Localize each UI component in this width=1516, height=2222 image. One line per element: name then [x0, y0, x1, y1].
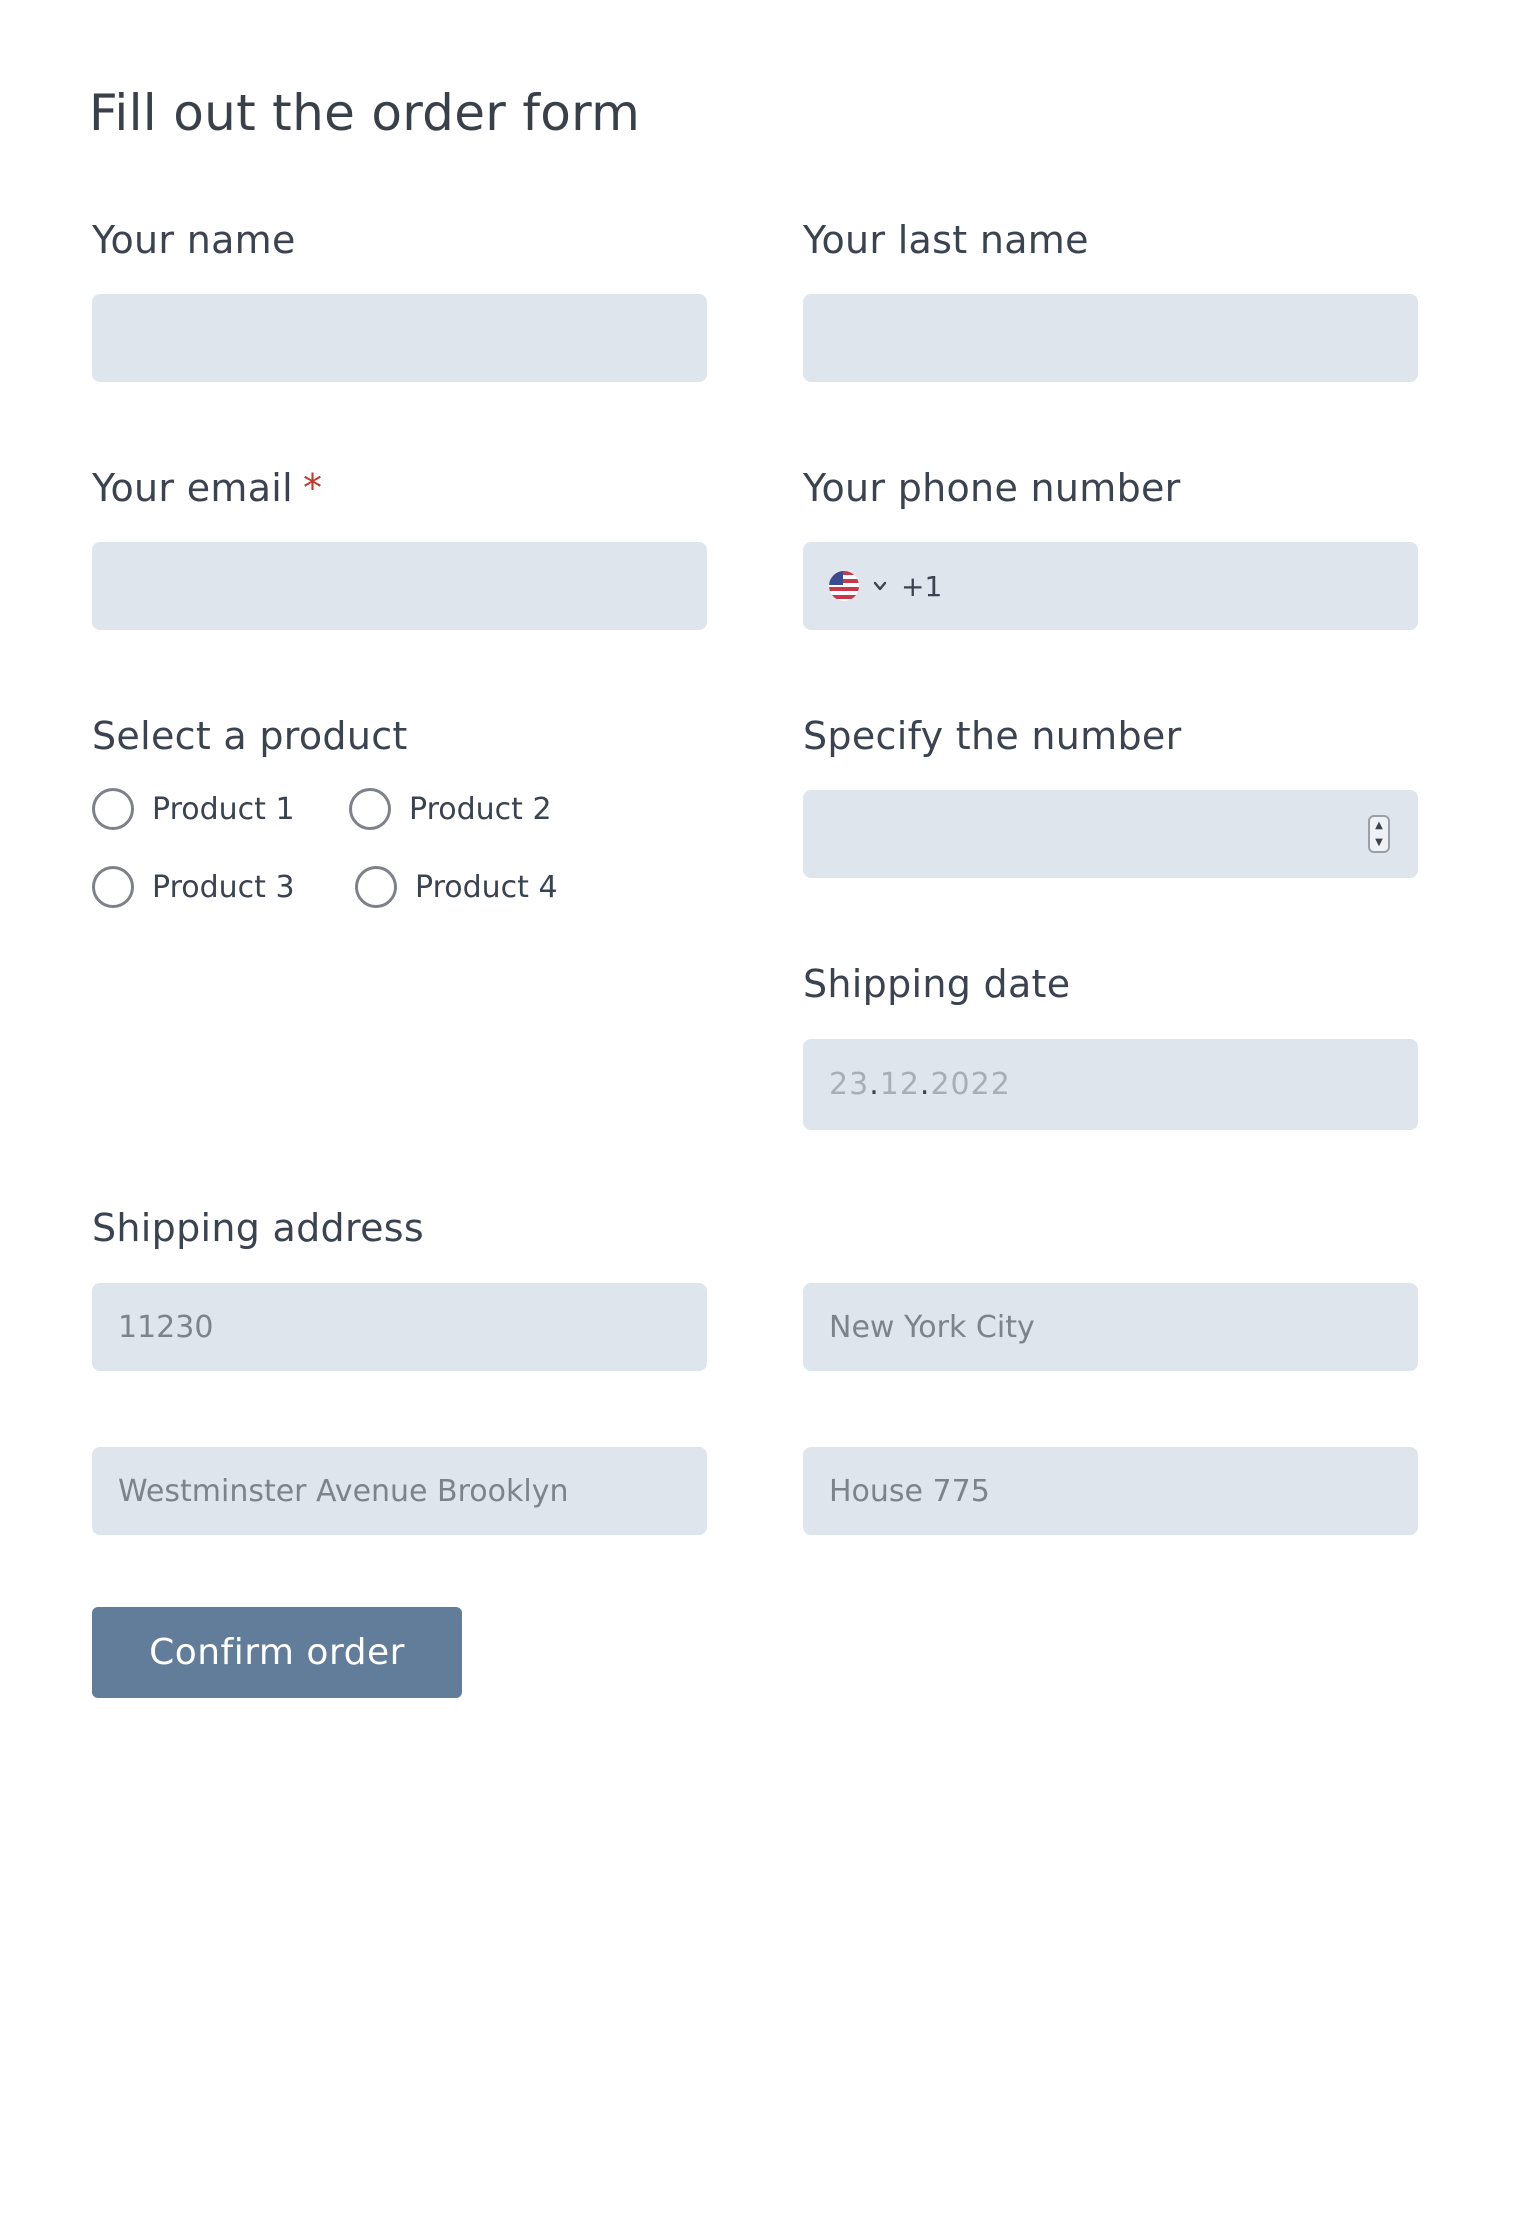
email-label-text: Your email	[92, 466, 293, 510]
email-input[interactable]	[92, 542, 707, 630]
required-asterisk: *	[303, 466, 323, 510]
radio-circle[interactable]	[355, 866, 397, 908]
house-input[interactable]	[803, 1447, 1418, 1535]
chevron-up-icon[interactable]: ▲	[1375, 819, 1383, 831]
email-label	[92, 463, 322, 513]
radio-circle[interactable]	[92, 866, 134, 908]
phone-label: Your phone number	[803, 466, 1181, 510]
confirm-order-button[interactable]: Confirm order	[92, 1607, 462, 1698]
last-name-label: Your last name	[803, 218, 1089, 262]
name-input[interactable]	[92, 294, 707, 382]
shipping-address-label: Shipping address	[92, 1206, 424, 1250]
shipping-date-label: Shipping date	[803, 962, 1071, 1006]
radio-product-4[interactable]	[355, 866, 558, 908]
radio-product-2[interactable]	[349, 788, 552, 830]
street-input[interactable]	[92, 1447, 707, 1535]
radio-label: Product 1	[152, 791, 295, 827]
product-radio-group	[92, 788, 712, 918]
date-month: 12	[879, 1067, 920, 1102]
shipping-date-input[interactable]	[803, 1039, 1418, 1130]
radio-product-3[interactable]	[92, 866, 295, 908]
chevron-down-icon	[873, 579, 887, 593]
quantity-stepper[interactable]	[803, 790, 1418, 878]
chevron-down-icon[interactable]: ▼	[1375, 836, 1383, 848]
product-label: Select a product	[92, 714, 408, 758]
date-year: 2022	[930, 1067, 1011, 1102]
number-label: Specify the number	[803, 714, 1182, 758]
radio-label: Product 4	[415, 869, 558, 905]
radio-label: Product 2	[409, 791, 552, 827]
radio-label: Product 3	[152, 869, 295, 905]
name-label: Your name	[92, 218, 296, 262]
date-separator: .	[869, 1067, 880, 1102]
phone-prefix-code: +1	[901, 569, 943, 603]
page-title: Fill out the order form	[89, 84, 641, 142]
zip-input[interactable]	[92, 1283, 707, 1371]
radio-circle[interactable]	[92, 788, 134, 830]
city-input[interactable]	[803, 1283, 1418, 1371]
phone-input[interactable]	[803, 542, 1418, 630]
us-flag-icon	[829, 571, 859, 601]
radio-product-1[interactable]	[92, 788, 295, 830]
radio-circle[interactable]	[349, 788, 391, 830]
phone-country-selector[interactable]	[829, 542, 942, 630]
date-value	[829, 1067, 1011, 1102]
date-day: 23	[829, 1067, 870, 1102]
last-name-input[interactable]	[803, 294, 1418, 382]
stepper-arrows[interactable]	[1368, 815, 1390, 853]
date-separator: .	[919, 1067, 931, 1102]
